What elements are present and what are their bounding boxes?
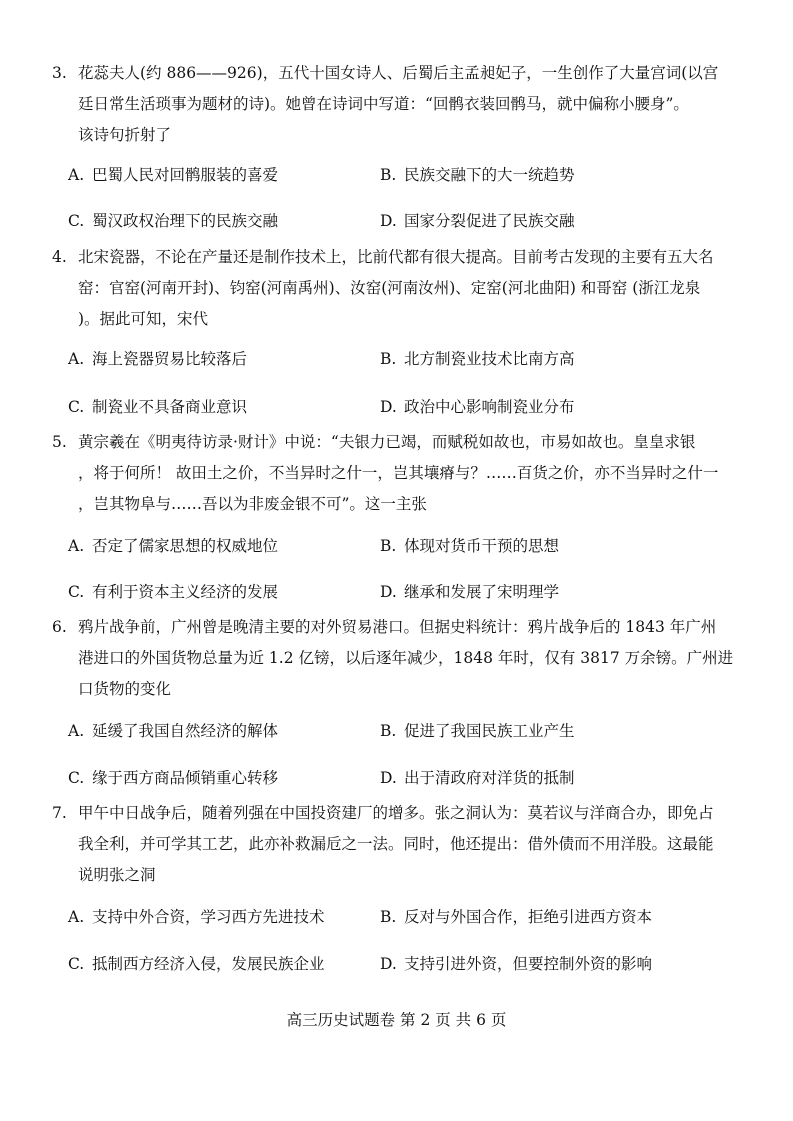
question-text-line: 鸦片战争前，广州曾是晚清主要的对外贸易港口。但据史料统计：鸦片战争后的 1843 年广州: [78, 618, 717, 636]
options-row: [68, 533, 748, 559]
question-5: [52, 427, 742, 520]
question-text-line: 甲午中日战争后，随着列强在中国投资建厂的增多。张之洞认为：莫若议与洋商合办，即免占: [78, 804, 714, 822]
question-text-line: 港进口的外国货物总量为近 1.2 亿镑，以后逐年减少，1848 年时，仅有 3817 万余镑。广州进: [78, 649, 734, 667]
option-c[interactable]: C. 有利于资本主义经济的发展: [68, 583, 279, 601]
options-row: [68, 162, 748, 188]
options-row: [68, 346, 748, 372]
question-number: 3.: [52, 64, 67, 82]
options-row: [68, 718, 748, 744]
option-b[interactable]: B. 民族交融下的大一统趋势: [380, 166, 575, 184]
options-row: [68, 904, 748, 930]
question-text-line: ，将于何所！ 故田土之价，不当异时之什一，岂其壤瘠与？……百货之价，亦不当异时之什一: [78, 464, 719, 482]
question-number: 4.: [52, 248, 67, 266]
options-row: [68, 394, 748, 420]
option-a[interactable]: A. 延缓了我国自然经济的解体: [68, 722, 279, 740]
option-d[interactable]: D. 国家分裂促进了民族交融: [380, 212, 575, 230]
question-6: [52, 612, 742, 705]
option-c[interactable]: C. 缘于西方商品倾销重心转移: [68, 769, 279, 787]
option-c[interactable]: C. 蜀汉政权治理下的民族交融: [68, 212, 279, 230]
question-text-line: ，岂其物阜与……吾以为非废金银不可”。这一主张: [78, 495, 427, 513]
option-c[interactable]: C. 抵制西方经济入侵，发展民族企业: [68, 955, 325, 973]
question-text-line: 我全利，并可学其工艺，此亦补救漏卮之一法。同时，他还提出：借外债而不用洋股。这最能: [78, 835, 714, 853]
options-row: [68, 765, 748, 791]
option-b[interactable]: B. 反对与外国合作，拒绝引进西方资本: [380, 908, 653, 926]
option-a[interactable]: A. 海上瓷器贸易比较落后: [68, 350, 248, 368]
option-d[interactable]: D. 支持引进外资，但要控制外资的影响: [380, 955, 653, 973]
question-4: [52, 242, 742, 335]
question-number: 5.: [52, 433, 67, 451]
option-a[interactable]: A. 巴蜀人民对回鹘服装的喜爱: [68, 166, 279, 184]
question-text-line: 黄宗羲在《明夷待访录·财计》中说：“夫银力已竭，而赋税如故也，市易如故也。皇皇求银: [78, 433, 696, 451]
question-text-line: 窑：官窑(河南开封)、钧窑(河南禹州)、汝窑(河南汝州)、定窑(河北曲阳) 和哥窑 (浙江龙泉: [78, 279, 701, 297]
question-7: [52, 798, 742, 891]
option-b[interactable]: B. 北方制瓷业技术比南方高: [380, 350, 575, 368]
question-number: 7.: [52, 804, 67, 822]
question-3: [52, 58, 742, 151]
question-text-line: 说明张之洞: [78, 866, 156, 884]
option-d[interactable]: D. 政治中心影响制瓷业分布: [380, 398, 575, 416]
option-b[interactable]: B. 促进了我国民族工业产生: [380, 722, 575, 740]
option-b[interactable]: B. 体现对货币干预的思想: [380, 537, 560, 555]
question-text-line: 花蕊夫人(约 886——926)，五代十国女诗人、后蜀后主孟昶妃子，一生创作了大量宫词(以宫: [78, 64, 719, 82]
question-text-line: 北宋瓷器，不论在产量还是制作技术上，比前代都有很大提高。目前考古发现的主要有五大名: [78, 248, 714, 266]
question-text-line: 口货物的变化: [78, 680, 172, 698]
option-a[interactable]: A. 支持中外合资，学习西方先进技术: [68, 908, 325, 926]
option-d[interactable]: D. 继承和发展了宋明理学: [380, 583, 560, 601]
page-footer: 高三历史试题卷 第 2 页 共 6 页: [286, 1011, 507, 1029]
question-text-line: 廷日常生活琐事为题材的诗)。她曾在诗词中写道：“回鹘衣装回鹘马，就中偏称小腰身”。: [78, 95, 689, 113]
question-number: 6.: [52, 618, 67, 636]
options-row: [68, 579, 748, 605]
question-text-line: 该诗句折射了: [78, 126, 172, 144]
option-a[interactable]: A. 否定了儒家思想的权威地位: [68, 537, 279, 555]
option-c[interactable]: C. 制瓷业不具备商业意识: [68, 398, 248, 416]
question-text-line: )。据此可知，宋代: [78, 310, 209, 328]
option-d[interactable]: D. 出于清政府对洋货的抵制: [380, 769, 575, 787]
options-row: [68, 208, 748, 234]
options-row: [68, 951, 748, 977]
